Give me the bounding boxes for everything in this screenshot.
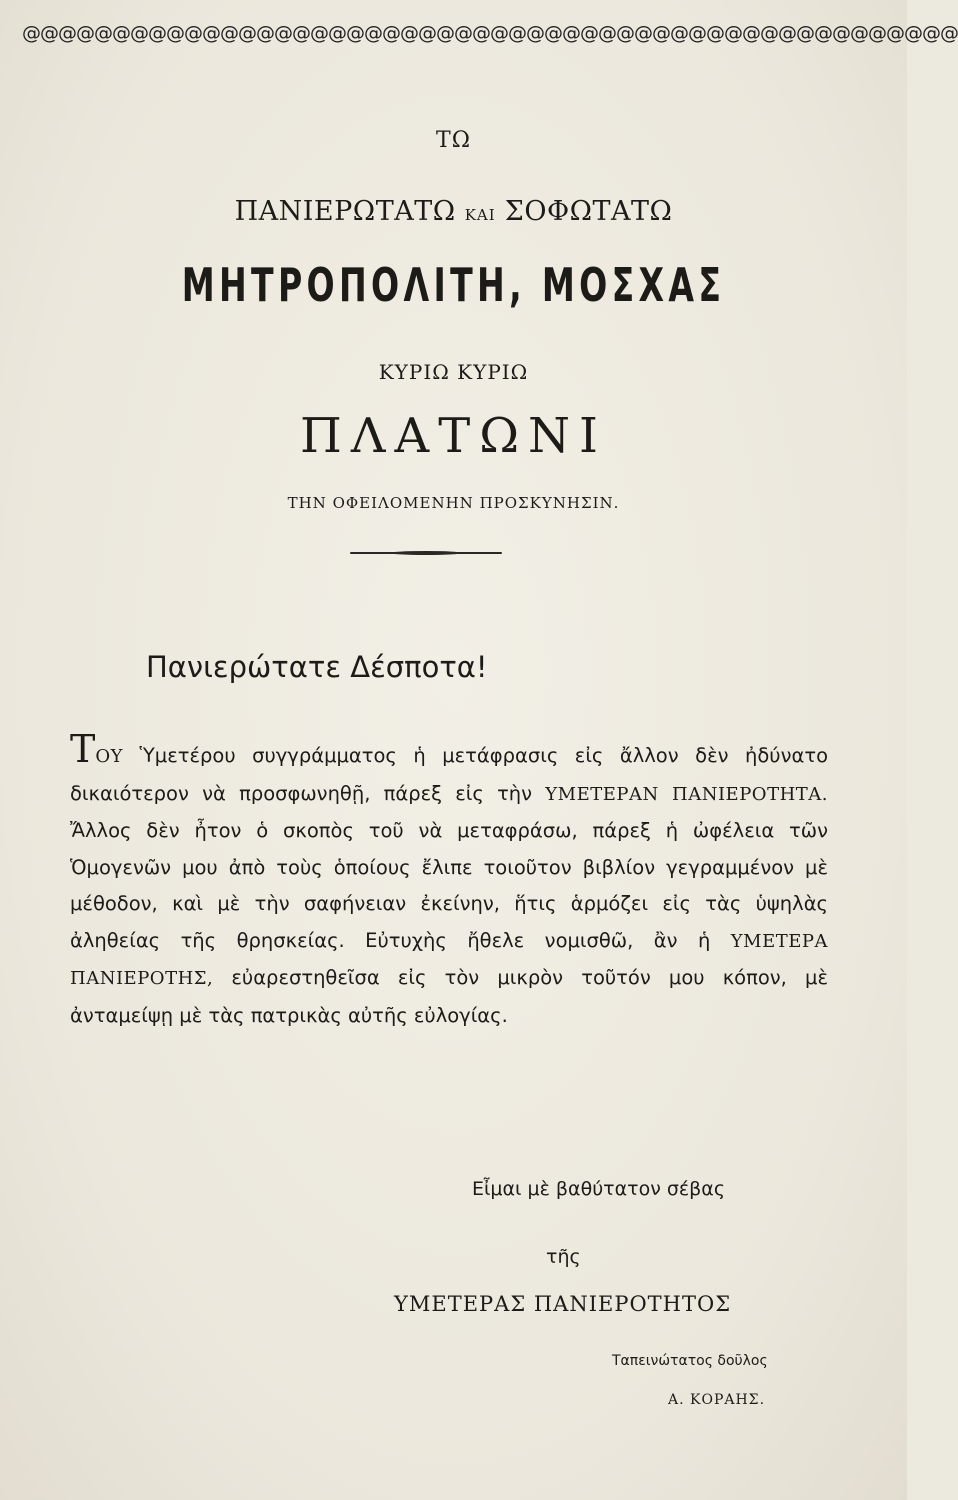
closing-servant: Ταπεινώτατος δοῦλος [612, 1353, 768, 1369]
closing-address: ΥΜΕΤΕΡΑΣ ΠΑΝΙΕΡΟΤΗΤΟΣ [394, 1292, 732, 1316]
paragraph-opening-caps: ΟΥ [95, 746, 123, 767]
paragraph-text-1: Ὑμετέρου συγγράμματος ἡ μετάφρασις εἰς ἄλλον δὲν ἠδύνατο δικαιότερον νὰ προσφωνηθῇ, πάρεξ εἰς τὴν [70, 744, 828, 805]
title-word-panierotato: ΠΑΝΙΕΡΩΤΑΤΩ [234, 196, 456, 227]
kyrio-line: ΚΥΡΙΩ ΚΥΡΙΩ [378, 360, 529, 384]
paragraph-caps-2: ΥΜΕΤΕΡΑ ΠΑΝΙΕΡΟΤΗΣ, [70, 930, 828, 989]
drop-cap: Τ [70, 727, 96, 771]
platoni-heading: ΠΛΑΤΩΝΙ [300, 408, 607, 464]
salutation: Πανιερώτατε Δέσποτα! [146, 650, 488, 684]
paragraph-caps-1: ΥΜΕΤΕΡΑΝ ΠΑΝΙΕΡΟΤΗΤΑ. [545, 783, 828, 805]
title-word-kai: ΚΑΙ [464, 206, 496, 224]
author-signature: Α. ΚΟΡΑΗΣ. [668, 1392, 766, 1408]
proskynisin-line: ΤΗΝ ΟΦΕΙΛΟΜΕΝΗΝ ΠΡΟΣΚΥΝΗΣΙΝ. [287, 494, 620, 512]
dedication-to: ΤΩ [436, 128, 471, 153]
metropolitan-heading: ΜΗΤΡΟΠΟΛΙΤΗ, ΜΟΣΧΑΣ [181, 258, 726, 312]
dedication-paragraph [70, 727, 828, 1034]
title-word-sofotato: ΣΟΦΩΤΑΤΩ [504, 196, 673, 227]
ornamental-border: @@@@@@@@@@@@@@@@@@@@@@@@@@@@@@@@@@@@@@@@@@@@@@@@@@@@ [22, 22, 958, 44]
closing-article: τῆς [546, 1246, 581, 1268]
paragraph-text-3: εὐαρεστηθεῖσα εἰς τὸν μικρὸν τοῦτόν μου κόπον, μὲ ἀνταμείψῃ μὲ τὰς πατρικὰς αὐτῆς εὐλογίας. [70, 966, 828, 1027]
dedication-title-line [0, 196, 907, 227]
decorative-rule [350, 552, 502, 554]
paragraph-text-2: Ἄλλος δὲν ἦτον ὁ σκοπὸς τοῦ νὰ μεταφράσω, πάρεξ ἡ ὠφέλεια τῶν Ὁμογενῶν μου ἀπὸ τοὺς ὁποίους ἔλιπε τοιοῦτον βιβλίον γεγραμμένον μὲ μέθοδον, καὶ μὲ τὴν σαφήνειαν ἐκείνην, ἥτις ἁρμόζει εἰς τὰς ὑψηλὰς ἀληθείας τῆς θρησκείας. Εὐτυχὴς ἤθελε νομισθῶ, ἂν ἡ [70, 819, 828, 952]
closing-respect: Εἶμαι μὲ βαθύτατον σέβας [472, 1178, 725, 1200]
